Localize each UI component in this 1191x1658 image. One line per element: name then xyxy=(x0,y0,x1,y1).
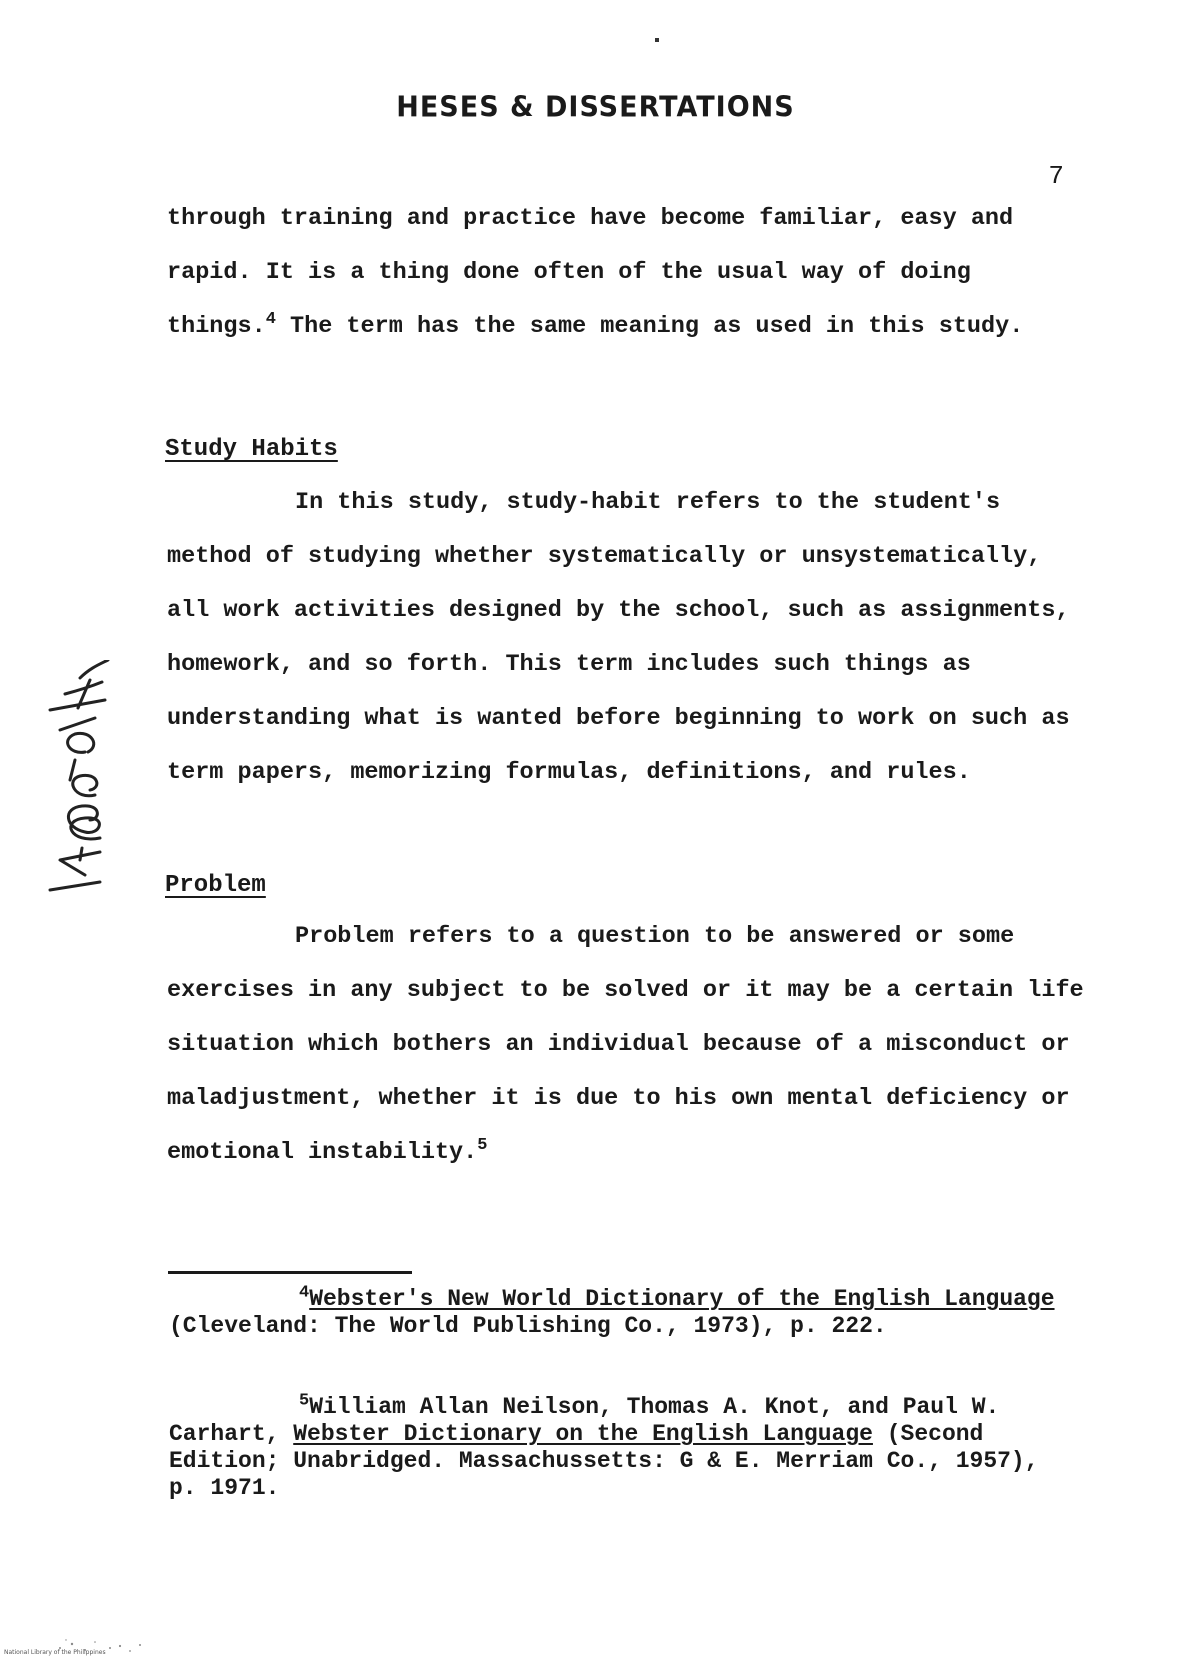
intro-text: through training and practice have become familiar, easy and rapid. It is a thing done often of the usual way of doing things. xyxy=(167,205,1014,340)
scan-speck xyxy=(655,38,659,42)
footnote-4-rest: (Cleveland: The World Publishing Co., 1973), p. 222. xyxy=(169,1313,887,1339)
scan-credit: National Library of the Philippines xyxy=(4,1649,106,1656)
intro-text-after: The term has the same meaning as used in this study. xyxy=(275,313,1024,340)
footnote-5-mark: 5 xyxy=(299,1391,310,1411)
study-habits-paragraph: In this study, study-habit refers to the student's method of studying whether systematically or unsystematically, all work activities designed by the school, such as assignments, homework, and so forth. This term includes such things as understanding what is wanted before beginning to work on such as term papers, memorizing formulas, definitions, and rules. xyxy=(167,489,1070,786)
intro-paragraph xyxy=(167,192,1087,354)
heading-problem: Problem xyxy=(165,872,266,899)
footnote-5-rest: (Second Edition; Unabridged. Massachussetts: G & E. Merriam Co., 1957), p. 1971. xyxy=(169,1421,1039,1501)
problem-text: Problem refers to a question to be answered or some exercises in any subject to be solved or it may be a certain life situation which bothers an individual because of a misconduct or maladjustment, whether it is due to his own mental deficiency or emotional instability. xyxy=(167,923,1084,1166)
footnote-4-title: Webster's New World Dictionary of the English Language xyxy=(309,1286,1055,1312)
footnote-ref-5: 5 xyxy=(477,1136,488,1156)
theses-stamp: HESES & DISSERTATIONS xyxy=(396,91,795,124)
footnote-5-title: Webster Dictionary on the English Language xyxy=(293,1421,873,1447)
handwritten-margin-note xyxy=(30,660,120,900)
footnote-4 xyxy=(169,1283,1079,1340)
footnote-4-mark: 4 xyxy=(299,1283,310,1303)
footnote-5-authors: William Allan Neilson, Thomas A. Knot, and Paul W. Carhart, xyxy=(169,1394,1000,1447)
footnote-divider xyxy=(168,1271,412,1274)
page-number: 7 xyxy=(1048,161,1064,191)
footnote-5 xyxy=(169,1391,1079,1502)
problem-paragraph xyxy=(167,910,1087,1180)
heading-study-habits: Study Habits xyxy=(165,436,338,463)
footnote-ref-4: 4 xyxy=(265,310,276,330)
